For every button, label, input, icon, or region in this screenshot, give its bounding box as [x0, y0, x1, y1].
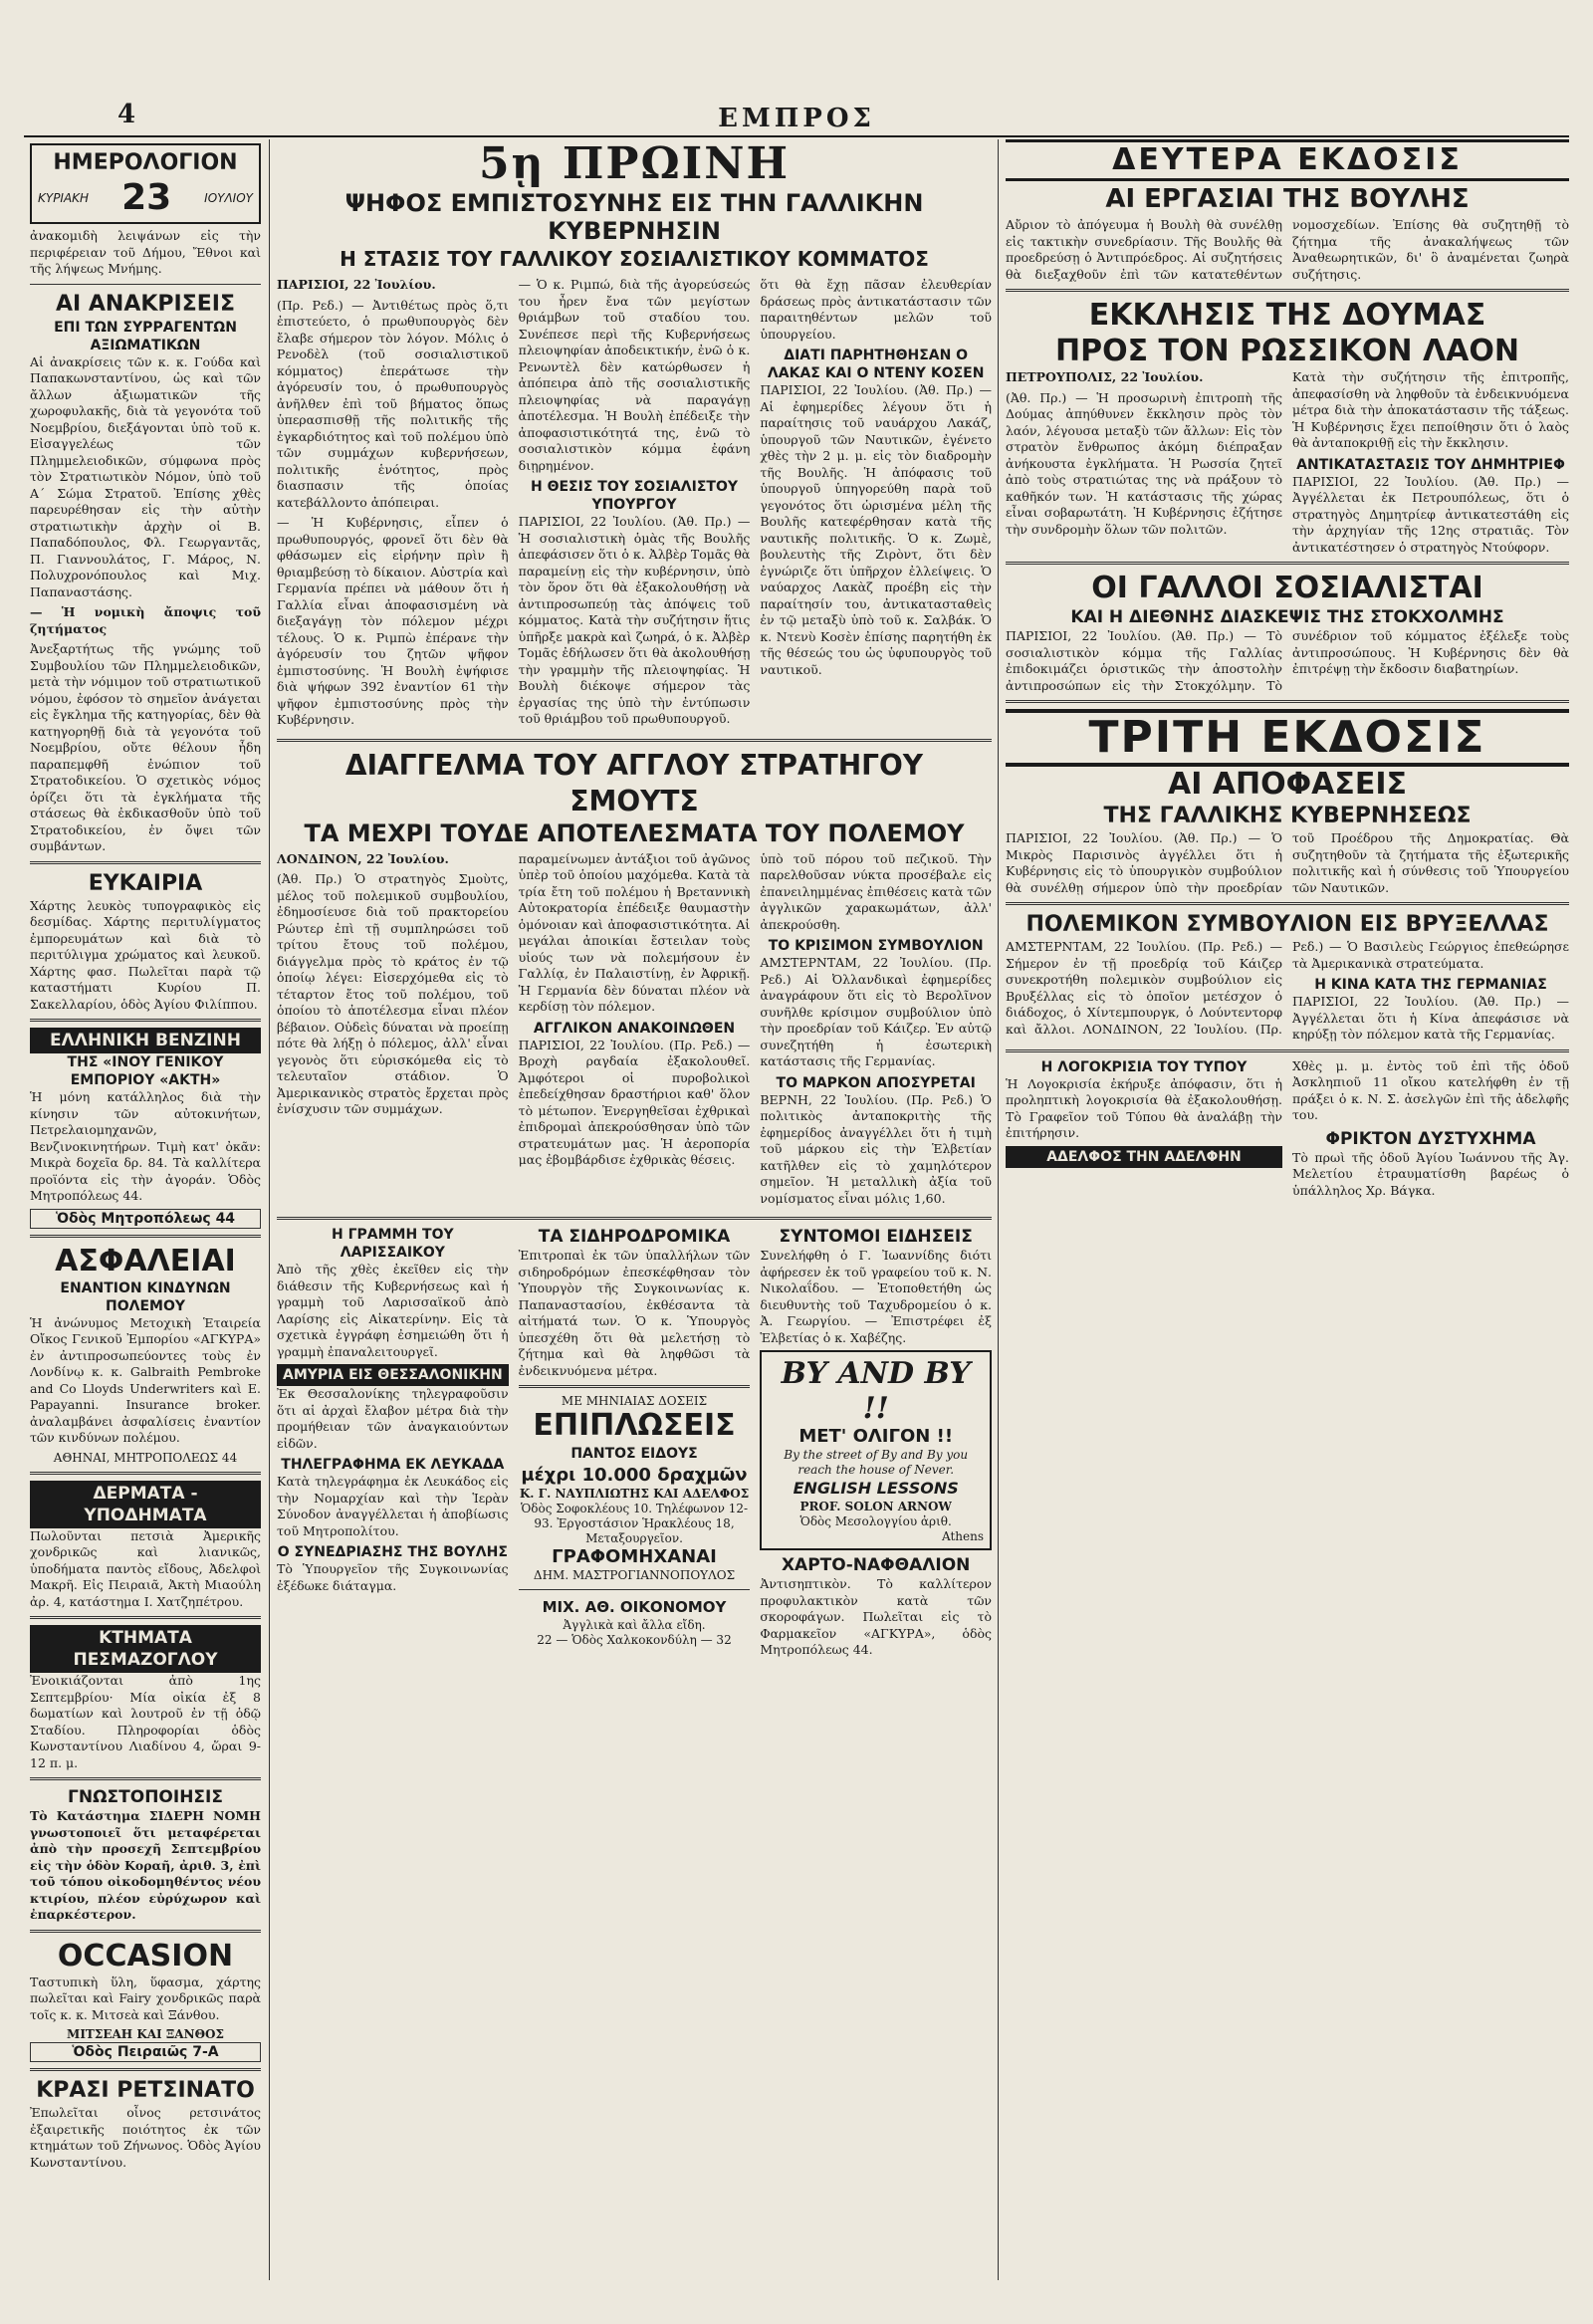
occasion-title: OCCASION — [57, 1938, 234, 1974]
benzini-address: Ὁδὸς Μητροπόλεως 44 — [30, 1209, 261, 1229]
gnostopoiisis-text: Τὸ Κατάστημα ΣΙΔΕΡΗ ΝΟΜΗ γνωστοποιεῖ ὅτι μεταφέρεται ἀπὸ τὴν προσεχῆ Σεπτεμβρίου εἰς τὴν ὁδὸν Κοραῆ, ἀριθ. 3, ἐπὶ τοῦ τόπου οἰκοδομηθέντος νέου κτιρίου, πλέον εὐρύχωρον καὶ ἐπαρκέστερον. — [30, 1808, 261, 1922]
krasi-title: ΚΡΑΣΙ ΡΕΤΣΙΝΑΤΟ — [36, 2078, 255, 2103]
bouli-text: Αὔριον τὸ ἀπόγευμα ἡ Βουλὴ θὰ συνέλθῃ εἰς τακτικὴν συνεδρίασιν. Τῆς Βουλῆς θὰ προεδρεύσῃ ὁ Ἀντιπρόεδρος. Αἱ συζητήσεις θὰ διεξαχθοῦν ἐπὶ τῶν κατατεθέντων νομοσχεδίων. Ἐπίσης θὰ συζητηθῇ τὸ ζήτημα τῆς ἀνακαλήψεως τῶν Ἀναθεωρητικῶν, δι' ὃ ἀναμένεται ζωηρὰ συζήτησις. — [1006, 217, 1569, 282]
xartopoleio-title: ΧΑΡΤΟ-ΝΑΦΘΑΛΙΟΝ — [781, 1555, 971, 1575]
center-kicker: 5ῃ ΠΡΩΙΝΗ — [478, 139, 791, 189]
markos-title: ΤΟ ΜΑΡΚΟΝ ΑΠΟΣΥΡΕΤΑΙ — [776, 1074, 976, 1091]
dermata-text: Πωλοῦνται πετσιὰ Ἀμερικῆς χονδρικῶς καὶ λιανικῶς, ὑποδήματα παντὸς εἴδους, Ἀδελφοὶ Μακρῆ. Εἰς Πειραιᾶ, Ἀκτὴ Μιαούλη ἀρ. 4, κατάστημα Ι. Χατζηπέτρου. — [30, 1527, 261, 1609]
anakriseis-subtitle: ΕΠΙ ΤΩΝ ΣΥΡΡΑΓΕΝΤΩΝ ΑΞΙΩΜΑΤΙΚΩΝ — [54, 319, 237, 353]
smuts-subheadline: ΤΑ ΜΕΧΡΙ ΤΟΥΔΕ ΑΠΟΤΕΛΕΣΜΑΤΑ ΤΟΥ ΠΟΛΕΜΟΥ — [304, 818, 965, 847]
calendar-date — [38, 177, 253, 218]
markos-text: ΒΕΡΝΗ, 22 Ἰουλίου. (Πρ. Ρεδ.) Ὁ πολιτικὸς ἀνταποκριτὴς τῆς ἐφημερίδος ἀναγγέλλει ὅτι ἡ τιμὴ τοῦ μάρκου εἰς τὴν Ἑλβετίαν κατῆλθεν εἰς τὸ χαμηλότερον σημεῖον. Ἡ μεταλλικὴ ἀξία τοῦ νομίσματος εἶναι μόλις 1,60. — [760, 1091, 992, 1206]
frikton-text: Τὸ πρωὶ τῆς ὁδοῦ Ἀγίου Ἰωάννου τῆς Ἀγ. Μελετίου ἐτραυματίσθη βαρέως ὁ ὑπάλληλος Χρ. Βάγκα. — [1292, 1149, 1569, 1198]
epiploseis-firm: Κ. Γ. ΝΑΥΠΛΙΩΤΗΣ ΚΑΙ ΑΔΕΛΦΟΣ — [519, 1487, 750, 1501]
nomiki-text: Ἀνεξαρτήτως τῆς γνώμης τοῦ Συμβουλίου τῶν Πλημμελειοδικῶν, μετὰ τὴν νόμιμον τοῦ στρατιωτικοῦ νόμου, ἐφόσον τὸ σημεῖον ἀνάγεται εἰς ἔγκλημα τῆς κατηγορίας, δὲν θὰ κατηγορηθῇ διὰ τὰ γεγονότα τοῦ Νοεμβρίου, οὔτε θέλουν ἦδη παραπεμφθῆ ἐνώπιον τοῦ Στρατοδικείου. Ὁ σχετικὸς νόμος ὁρίζει ὅτι τὰ ἐγκλήματα τῆς στάσεως θὰ ἐκδικασθοῦν ὑπὸ τοῦ Στρατοδικείου, ἐν ὄψει τῶν συμβάντων. — [30, 641, 261, 853]
right-column — [1006, 139, 1569, 2310]
larisa-title: Η ΓΡΑΜΜΗ ΤΟΥ ΛΑΡΙΣΣΑΙΚΟΥ — [332, 1227, 454, 1261]
kina-text: ΠΑΡΙΣΙΟΙ, 22 Ἰουλίου. (Ἀθ. Πρ.) — Ἀγγέλλεται ὅτι ἡ Κίνα ἀπεφάσισε νὰ κηρύξῃ τὸν πόλεμον κατὰ τῆς Γερμανίας. — [1292, 994, 1569, 1042]
byandby-address: Ὁδὸς Μεσολογγίου ἀριθ. — [799, 1514, 952, 1528]
logokrisia-text: Ἡ Λογοκρισία ἐκήρυξε ἀπόφασιν, ὅτι ἡ προληπτικὴ λογοκρισία θὰ ἐξακολουθήσῃ. Τὸ Γραφεῖον τοῦ Τύπου θὰ ἀναλάβῃ τὴν ἐπιτήρησιν. — [1006, 1075, 1282, 1140]
epiploseis-sub: ΠΑΝΤΟΣ ΕΙΔΟΥΣ — [570, 1446, 698, 1462]
smuts-col2-text: παραμείνωμεν ἀντάξιοι τοῦ ἀγῶνος ὑπὲρ τοῦ ὁποίου μαχόμεθα. Κατὰ τὰ τρία ἔτη τοῦ πολέμου ἡ Βρεταννικὴ Αὐτοκρατορία ἐπέδειξε θαυμαστὴν ὁμόνοιαν καὶ ἀποφασιστικότητα. Αἱ μεγάλαι ἀποικίαι ἔστειλαν τοὺς υἱούς των νὰ πολεμήσουν ἐν Γαλλίᾳ, ἐν Παλαιστίνῃ, ἐν Ἀφρικῇ. Ἡ Γερμανία δὲν δύναται πλέον νὰ κερδίσῃ τὸν πόλεμον. — [518, 850, 751, 1014]
smuts-col1-text: (Ἀθ. Πρ.) Ὁ στρατηγὸς Σμοὺτς, μέλος τοῦ πολεμικοῦ συμβουλίου, ἐδημοσίευσε διὰ τοῦ πρακτορείου Ρώυτερ ἐπὶ τῇ συμπληρώσει τοῦ τρίτου ἔτους τοῦ πολέμου, διάγγελμα πρὸς τὸ κράτος ἐν τῷ ὁποίῳ λέγει: Εἰσερχόμεθα εἰς τὸ τέταρτον ἔτος τοῦ πολέμου, τοῦ ὁποίου τὸ ἀποτέλεσμα εἶναι πλέον βέβαιον. Οὐδεὶς δύναται νὰ προείπῃ πότε θὰ λήξῃ ὁ πόλεμος, ἀλλ' εἶναι γεγονὸς ὅτι εὑρισκόμεθα εἰς τὸ τελευταῖον στάδιον. Ὁ Ἀμερικανικὸς στρατὸς ἔρχεται πρὸς ἐνίσχυσιν τῶν συμμάχων. — [277, 871, 509, 1116]
ktimata-title: ΚΤΗΜΑΤΑ ΠΕΣΜΑΖΟΓΛΟΥ — [30, 1625, 261, 1673]
main-subheadline: Η ΣΤΑΣΙΣ ΤΟΥ ΓΑΛΛΙΚΟΥ ΣΟΣΙΑΛΙΣΤΙΚΟΥ ΚΟΜΜΑΤΟΣ — [340, 247, 929, 271]
smuts-col3-text: ὑπὸ τοῦ πόρου τοῦ πεζικοῦ. Τὴν παρελθοῦσαν νύκτα προσέβαλε εἰς ἐπανειλημμένας ἐπιθέσεις κατὰ τῶν ἀγγλικῶν χαρακωμάτων, ἀλλ' ἀπεκρούσθη. — [760, 850, 992, 932]
syntomoi-text: Συνελήφθη ὁ Γ. Ἰωαννίδης διότι ἀφήρεσεν ἐκ τοῦ γραφείου τοῦ κ. Ν. Νικολαΐδου. — Ἐτοποθετήθη ὡς διευθυντὴς τοῦ Ταχυδρομείου ὁ κ. Ἀ. Γεωργίου. — Ἐπιστρέφει ἐξ Ἑλβετίας ὁ κ. Χαβέζης. — [760, 1248, 992, 1345]
nomiki-title: — Ἡ νομικὴ ἄποψις τοῦ ζητήματος — [30, 604, 261, 636]
douma-story — [1006, 369, 1569, 556]
gallosos-subtitle: ΚΑΙ Η ΔΙΕΘΝΗΣ ΔΙΑΣΚΕΨΙΣ ΤΗΣ ΣΤΟΚΧΟΛΜΗΣ — [1070, 607, 1504, 627]
main-col1-text: (Πρ. Ρεδ.) — Ἀντιθέτως πρὸς ὅ,τι ἐπιστεύετο, ὁ πρωθυπουργὸς δὲν ἔλαβε σήμερον τὸν λόγον. Μόλις ὁ Ρενοδὲλ (τοῦ σοσιαλιστικοῦ κόμματος) ἐπεράτωσε τὴν ἀγόρευσίν του, ὁ πρωθυπουργὸς ἀνῆλθεν ἐπὶ τοῦ βήματος ὅπως ὑπερασπισθῇ τῆς πολιτικῆς τῆς ἐγκαρδιότητος καὶ τοῦ πολέμου ὑπὸ τῶν συμμάχων κυβερνήσεων, πολιτικῆς ἑνότητος, πρὸς διασπασιν τῆς ὁποίας κατεβάλλοντο ἀπόπειραι. — [277, 297, 509, 510]
krasi-text: Ἐπωλεῖται οἶνος ρετσινάτος ἐξαιρετικῆς ποιότητος ἐκ τῶν κτημάτων τοῦ Ζήνωνος. Ὁδὸς Ἀγίου Κωνσταντίνου. — [30, 2105, 261, 2170]
calendar-day: 23 — [121, 177, 172, 218]
main-story — [277, 277, 992, 733]
byandby-teacher: PROF. SOLON ARNOW — [799, 1500, 952, 1513]
oikonomou-text: Ἀγγλικὰ καὶ ἄλλα εἴδη. — [563, 1618, 706, 1632]
main-col2-heading: Η ΘΕΣΙΣ ΤΟΥ ΣΟΣΙΑΛΙΣΤΟΥ ΥΠΟΥΡΓΟΥ — [531, 479, 738, 513]
page-number: 4 — [117, 100, 136, 129]
column-rule — [998, 139, 999, 2280]
main-col1-text2: — Ἡ Κυβέρνησις, εἶπεν ὁ πρωθυπουργός, φρονεῖ ὅτι δὲν θὰ φθάσωμεν εἰς εἰρήνην πρὶν ἢ θριαμβεύσῃ τὸ δίκαιον. Αὐστρία καὶ Γερμανία πρέπει νὰ μάθουν ὅτι ἡ Γαλλία εἶναι ἀποφασισμένη νὰ διεξαγάγῃ τὸν πόλεμον μέχρι τέλους. Ὁ κ. Ριμπὼ ἐπέρανε τὴν ἀγόρευσίν του ζητῶν ψῆφον ἐμπιστοσύνης. Ἡ Βουλὴ ἐψήφισε διὰ ψήφων 392 ἐναντίον 61 τὴν ψῆφον ἐμπιστοσύνης πρὸς τὴν Κυβέρνησιν. — [277, 515, 509, 727]
main-col2-text2: ΠΑΡΙΣΙΟΙ, 22 Ἰουλίου. (Ἀθ. Πρ.) — Ἡ σοσιαλιστικὴ ὁμὰς τῆς Βουλῆς ἀπεφάσισεν ὅτι ὁ κ. Ἀλβὲρ Τομᾶς θὰ παραμείνῃ εἰς τὴν κυβέρνησιν, ὑπὸ τὸν ὅρον ὅτι θὰ ἐξακολουθήσῃ νὰ ἀντιπροσωπεύῃ τὰς ἀπόψεις τοῦ κόμματος. Κατὰ τὴν συζήτησιν ἥτις ὑπῆρξε μακρὰ καὶ ζωηρά, ὁ κ. Ἀλβὲρ Τομᾶς ἐδήλωσεν ὅτι θὰ ἀκολουθήσῃ τὴν γραμμὴν τῆς πλειοψηφίας. Ἡ Βουλὴ διέκοψε σήμερον τὰς ἐργασίας της ὑπὸ τὴν ἐντύπωσιν τοῦ θριάμβου τοῦ πρωθυπουργοῦ. — [518, 514, 751, 726]
apofaseis-title: ΑΙ ΑΠΟΦΑΣΕΙΣ — [1167, 767, 1407, 802]
epiploseis-pre: ΜΕ ΜΗΝΙΑΙΑΣ ΔΟΣΕΙΣ — [561, 1394, 708, 1408]
triti-title: ΤΡΙΤΗ ΕΚΔΟΣΙΣ — [1006, 709, 1569, 767]
main-story-col3 — [760, 277, 992, 733]
symvoulio-title: ΠΟΛΕΜΙΚΟΝ ΣΥΜΒΟΥΛΙΟΝ ΕΙΣ ΒΡΥΞΕΛΛΑΣ — [1025, 912, 1549, 937]
asfaleiai-address: ΑΘΗΝΑΙ, ΜΗΤΡΟΠΟΛΕΩΣ 44 — [53, 1450, 238, 1465]
center-bottom — [277, 1226, 992, 1663]
stiliani-title: Ο ΣΥΝΕΔΡΙΑΣΗΣ ΤΗΣ ΒΟΥΛΗΣ — [277, 1544, 508, 1560]
center-bottom-col3 — [760, 1226, 992, 1663]
epiploseis-address: Ὁδὸς Σοφοκλέους 10. Τηλέφωνον 12-93. Ἐργοστάσιον Ἡρακλέους 18, Μεταξουργεῖον. — [520, 1502, 749, 1545]
epiploseis-title: ΕΠΙΠΛΩΣΕΙΣ — [533, 1408, 736, 1443]
smuts-story — [277, 851, 992, 1212]
smuts-col2 — [519, 851, 751, 1212]
lefkada-text: Κατὰ τηλεγράφημα ἐκ Λευκάδος εἰς τὴν Νομαρχίαν καὶ τὴν Ἱερὰν Σύνοδον ἀναγγέλλεται ἡ ἀποβίωσις τοῦ Μητροπολίτου. — [277, 1474, 509, 1538]
smuts-headline: ΔΙΑΓΓΕΛΜΑ ΤΟΥ ΑΓΓΛΟΥ ΣΤΡΑΤΗΓΟΥ ΣΜΟΥΤΣ — [344, 748, 924, 817]
epiploseis-amount: μέχρι 10.000 δραχμῶν — [521, 1465, 748, 1486]
byandby-ad — [760, 1350, 992, 1550]
gallosos-title: ΟΙ ΓΑΛΛΟΙ ΣΟΣΙΑΛΙΣΤΑΙ — [1091, 571, 1483, 605]
benzini-text: Ἡ μόνη κατάλληλος διὰ τὴν κίνησιν τῶν αὐτοκινήτων, Πετρελαιομηχανῶν, Βενζινοκινητήρων. Τιμὴ κατ' ὀκᾶν: Μικρὰ δοχεῖα δρ. 84. Τὰ καλλίτερα προϊόντα εἰς τὴν ἀγοράν. Ὁδὸς Μητροπόλεως 44. — [30, 1089, 261, 1203]
calendar-title: ΗΜΕΡΟΛΟΓΙΟΝ — [53, 150, 238, 175]
main-headline: ΨΗΦΟΣ ΕΜΠΙΣΤΟΣΥΝΗΣ ΕΙΣ ΤΗΝ ΓΑΛΛΙΚΗΝ ΚΥΒΕΡΝΗΣΙΝ — [344, 189, 924, 245]
xartopoleio-text: Ἀντισηπτικὸν. Τὸ καλλίτερον προφυλακτικὸν κατὰ τῶν σκοροφάγων. Πωλεῖται εἰς τὸ Φαρμακεῖον «ΑΓΚΥΡΑ», ὁδὸς Μητροπόλεως 44. — [760, 1576, 992, 1657]
benzini-title: ΕΛΛΗΝΙΚΗ ΒΕΝΖΙΝΗ — [30, 1028, 261, 1053]
sidiro-title: ΤΑ ΣΙΔΗΡΟΔΡΟΜΙΚΑ — [538, 1227, 731, 1247]
right-bottom — [1006, 1058, 1569, 1200]
asfaleiai-text: Ἡ ἀνώνυμος Μετοχικὴ Ἑταιρεία Οἴκος Γενικοῦ Ἐμπορίου «ΑΓΚΥΡΑ» ἐν ἀντιπροσωπεύοντες τοὺς ἐν Λονδίνῳ κ. κ. Galbraith Pembroke and Co Lloyds Underwriters καὶ E. Papayanni. Insurance broker. ἀναλαμβάνει ἀσφαλίσεις ἐναντίον τῶν κινδύνων πολέμου. — [30, 1314, 261, 1445]
byandby-title: BY AND BY !! — [781, 1356, 971, 1426]
left-column — [30, 139, 261, 2310]
apofaseis-text: ΠΑΡΙΣΙΟΙ, 22 Ἰουλίου. (Ἀθ. Πρ.) — Ὁ Μικρὸς Παρισινὸς ἀγγέλλει ὅτι ἡ Κυβέρνησις εἰς τὸ ὑπουργικὸν συμβούλιον θὰ συνέλθῃ σήμερον ὑπὸ τὴν προεδρίαν τοῦ Προέδρου τῆς Δημοκρατίας. Θὰ συζητηθοῦν τὰ ζητήματα τῆς ἐξωτερικῆς πολιτικῆς καὶ ἡ σύνθεσις τοῦ Ὑπουργείου τῶν Ναυτικῶν. — [1006, 830, 1569, 895]
logokrisia-title: Η ΛΟΓΟΚΡΙΣΙΑ ΤΟΥ ΤΥΠΟΥ — [1040, 1058, 1248, 1075]
ktimata-text: Ἐνοικιάζονται ἀπὸ 1ης Σεπτεμβρίου· Μία οἰκία ἐξ 8 δωματίων καὶ λουτροῦ ἐν τῇ ὁδῷ Σταδίου. Πληροφορίαι ὁδὸς Κωνσταντίνου Λιαδίνου 4, ὥραι 9-12 π. μ. — [30, 1673, 261, 1770]
calendar-intro: ἀνακομιδὴ λειψάνων εἰς τὴν περιφέρειαν τοῦ Δήμου, Ἔθνοι καὶ τῆς λήψεως Μνήμης. — [30, 228, 261, 276]
frikton-title: ΦΡΙΚΤΟΝ ΔΥΣΤΥΧΗΜΑ — [1325, 1128, 1536, 1149]
sidiro-text: Ἐπιτροπαὶ ἐκ τῶν ὑπαλλήλων τῶν σιδηροδρόμων ἐπεσκέφθησαν τὸν Ὑπουργὸν τῆς Συγκοινωνίας κ. Παπαναστασίου, ἐκθέσαντα τὰ αἰτήματά των. Ὁ κ. Ὑπουργὸς ὑπεσχέθη ὅτι θὰ μελετήσῃ τὸ ζήτημα καὶ θὰ ληφθῶσι τὰ ἐνδεικνυόμενα μέτρα. — [518, 1248, 751, 1378]
main-story-col2 — [519, 277, 751, 733]
main-story-col1 — [277, 277, 509, 733]
douma-text: (Ἀθ. Πρ.) — Ἡ προσωρινὴ ἐπιτροπὴ τῆς Δούμας ἀπηύθυνεν ἔκκλησιν πρὸς τὸν λαόν, λέγουσα μεταξὺ τῶν ἄλλων: Εἰς τὸν στρατὸν ἔνθρωπος ἀκόμη διέπραξαν ἀνήκουστα ἐγκλήματα. Ἡ Ρωσσία ζητεῖ ἀπὸ τοὺς στρατιώτας της νὰ πράξουν τὸ καθῆκόν των. Ἡ κατάστασις τῆς χώρας εἶναι σοβαρωτάτη. Ἡ Κυβέρνησις ἐζήτησε τὴν συνδρομὴν ὅλων τῶν πολιτῶν. — [1006, 389, 1282, 537]
eykairia-title: ΕΥΚΑΙΡΙΑ — [88, 870, 203, 896]
bouli-title: ΑΙ ΕΡΓΑΣΙΑΙ ΤΗΣ ΒΟΥΛΗΣ — [1105, 184, 1470, 214]
gnostopoiisis-title: ΓΝΩΣΤΟΠΟΙΗΣΙΣ — [68, 1787, 223, 1807]
benzini-subtitle: ΤΗΣ «ΙΝΟΥ ΓΕΝΙΚΟΥ ΕΜΠΟΡΙΟΥ «ΑΚΤΗ» — [67, 1054, 224, 1088]
asfaleiai-title: ΑΣΦΑΛΕΙΑΙ — [55, 1243, 236, 1278]
main-dateline: ΠΑΡΙΣΙΟΙ, 22 Ἰουλίου. — [277, 277, 436, 292]
occasion-name: ΜΙΤΣΕΑΗ ΚΑΙ ΞΑΝΘΟΣ — [67, 2027, 224, 2041]
center-bottom-col1 — [277, 1226, 509, 1663]
amyra-title: ΑΜΥΡΙΑ ΕΙΣ ΘΕΣΣΑΛΟΝΙΚΗΝ — [277, 1364, 509, 1386]
gallosos-text: ΠΑΡΙΣΙΟΙ, 22 Ἰουλίου. (Ἀθ. Πρ.) — Τὸ σοσιαλιστικὸν κόμμα τῆς Γαλλίας ἐπιδοκιμάζει ὁριστικῶς τὴν ἀποστολὴν ἀντιπροσώπων εἰς τὴν Στοκχόλμην. Τὸ συνέδριον τοῦ κόμματος ἐξέλεξε τοὺς ἀντιπροσώπους. Ἡ Κυβέρνησις δὲν θὰ ἐπιτρέψῃ τὴν ἔκδοσιν διαβατηρίων. — [1006, 628, 1569, 693]
symvoulio-text: ΑΜΣΤΕΡΝΤΑΜ, 22 Ἰουλίου. (Πρ. Ρεδ.) — Σήμερον ἐν τῇ προεδρίᾳ τοῦ Κάιζερ συνεκροτήθη πολεμικὸν συμβούλιον εἰς Βρυξέλλας εἰς τὸ ὁποῖον μετέσχον ὁ διάδοχος, ὁ Χίντεμπουργκ, ὁ Λούντεντορφ καὶ ἄλλοι. ΛΟΝΔΙΝΟΝ, 22 Ἰουλίου. (Πρ. Ρεδ.) — Ὁ Βασιλεὺς Γεώργιος ἐπεθεώρησε τὰ Ἀμερικανικὰ στρατεύματα. — [1006, 939, 1569, 1037]
main-col3-heading: ΔΙΑΤΙ ΠΑΡΗΤΗΘΗΣΑΝ Ο ΛΑΚΑΣ ΚΑΙ Ο ΝΤΕΝΥ ΚΟΣΕΝ — [767, 348, 985, 381]
krisimon-text: ΑΜΣΤΕΡΝΤΑΜ, 22 Ἰουλίου. (Πρ. Ρεδ.) Αἱ Ὀλλανδικαὶ ἐφημερίδες ἀναγράφουν ὅτι εἰς τὸ Βερολῖνον συνῆλθε κρίσιμον συμβούλιον ὑπὸ τὴν προεδρίαν τοῦ Κάιζερ. Ἐν αὐτῷ συνεζητήθη ἡ ἐσωτερικὴ κατάστασις τῆς Γερμανίας. — [760, 955, 992, 1068]
adelfos-title: ΑΔΕΛΦΟΣ ΤΗΝ ΑΔΕΛΦΗΝ — [1006, 1146, 1282, 1168]
main-col3-text: ὅτι θὰ ἔχῃ πᾶσαν ἐλευθερίαν δράσεως πρὸς ἀντικατάστασιν τῶν παραιτηθέντων μελῶν τοῦ ὑπουργείου. — [760, 277, 992, 342]
right-kicker: ΔΕΥΤΕΡΑ ΕΚΔΟΣΙΣ — [1006, 139, 1569, 181]
anakriseis-title: ΑΙ ΑΝΑΚΡΙΣΕΙΣ — [56, 291, 235, 317]
antikatastasis-title: ΑΝΤΙΚΑΤΑΣΤΑΣΙΣ ΤΟΥ ΔΗΜΗΤΡΙΕΦ — [1296, 456, 1565, 473]
apofaseis-subtitle: ΤΗΣ ΓΑΛΛΙΚΗΣ ΚΥΒΕΡΝΗΣΕΩΣ — [1103, 804, 1472, 828]
asfaleiai-subtitle: ΕΝΑΝΤΙΟΝ ΚΙΝΔΥΝΩΝ ΠΟΛΕΜΟΥ — [60, 1279, 231, 1314]
smuts-dateline: ΛΟΝΔΙΝΟΝ, 22 Ἰουλίου. — [277, 850, 449, 866]
agglos-text: ΠΑΡΙΣΙΟΙ, 22 Ἰουλίου. (Πρ. Ρεδ.) — Βροχὴ ραγδαία ἐξακολουθεῖ. Ἀμφότεροι οἱ πυροβολικοὶ ἐπεδείχθησαν δραστήριοι καθ' ὅλον τὸ μέτωπον. Ἐνεργηθεῖσαι ἐχθρικαὶ ἐπιδρομαὶ ἀπεκρούσθησαν ὑπὸ τῶν στρατευμάτων μας. Ἡ ἀεροπορία μας ἐβομβάρδισε ἐχθρικὰς θέσεις. — [518, 1037, 751, 1167]
antikatastasis-text: ΠΑΡΙΣΙΟΙ, 22 Ἰουλίου. (Ἀθ. Πρ.) — Ἀγγέλλεται ἐκ Πετρουπόλεως, ὅτι ὁ στρατηγὸς Δημητρίεφ ἀντικατεστάθη εἰς τὴν ἀρχηγίαν τῆς 12ης στρατιᾶς. Τὸν ἀντικατέστησεν ὁ στρατηγὸς Ντούφορν. — [1292, 473, 1569, 555]
grafomixanai: ΓΡΑΦΟΜΗΧΑΝΑΙ — [552, 1546, 717, 1567]
adelfos-text: Χθὲς μ. μ. ἐντὸς τοῦ ἐπὶ τῆς ὁδοῦ Ἀσκληπιοῦ 11 οἴκου κατελήφθη ἐν τῇ πράξει ὁ κ. Ν. Σ. ἀσελγῶν ἐπὶ τῆς ἀδελφῆς του. — [1292, 1057, 1569, 1122]
oikonomou-street: 22 — Ὁδὸς Χαλκοκονδύλη — 32 — [537, 1633, 732, 1647]
oikonomou: ΜΙΧ. ΑΘ. ΟΙΚΟΝΟΜΟΥ — [542, 1598, 727, 1616]
calendar-box — [30, 143, 261, 224]
byandby-lessons: ENGLISH LESSONS — [793, 1479, 959, 1498]
stiliani-text: Τὸ Ὑπουργεῖον τῆς Συγκοινωνίας ἐξέδωκε διάταγμα. — [277, 1561, 509, 1593]
douma-subtitle: ΠΡΟΣ ΤΟΝ ΡΩΣΣΙΚΟΝ ΛΑΟΝ — [1054, 334, 1520, 368]
douma-text2: Κατὰ τὴν συζήτησιν τῆς ἐπιτροπῆς, ἀπεφασίσθη νὰ ληφθοῦν τὰ ἐνδεικνυόμενα μέτρα διὰ τὴν ἀποκατάστασιν τῆς τάξεως. Ἡ Κυβέρνησις ἔχει πεποίθησιν ὅτι ὁ λαὸς θὰ ἀνταποκριθῇ εἰς τὴν ἔκκλησιν. — [1292, 369, 1569, 450]
smuts-col1 — [277, 851, 509, 1212]
byandby-sub: ΜΕΤ' ΟΛΙΓΟΝ !! — [798, 1426, 954, 1447]
douma-title: ΕΚΚΛΗΣΙΣ ΤΗΣ ΔΟΥΜΑΣ — [1088, 298, 1486, 333]
lefkada-title: ΤΗΛΕΓΡΑΦΗΜΑ ΕΚ ΛΕΥΚΑΔΑ — [281, 1457, 505, 1473]
larisa-text: Ἀπὸ τῆς χθὲς ἐκεῖθεν εἰς τὴν διάθεσιν τῆς Κυβερνήσεως καὶ ἡ γραμμὴ τοῦ Λαρισσαϊκοῦ ἀπὸ Λαρίσης εἰς Αἰκατερίνην. Εἰς τὰ σχετικὰ ἐγγράφη ἐσημειώθη ὅτι ἡ γραμμὴ ἐπαναλειτουργεῖ. — [277, 1262, 509, 1359]
amyra-text: Ἐκ Θεσσαλονίκης τηλεγραφοῦσιν ὅτι αἱ ἀρχαὶ ἔλαβον μέτρα διὰ τὴν προμήθειαν τῶν ἀναγκαιούντων εἰδῶν. — [277, 1386, 509, 1451]
column-rule — [269, 139, 270, 2280]
krisimon-title: ΤΟ ΚΡΙΣΙΜΟΝ ΣΥΜΒΟΥΛΙΟΝ — [768, 938, 984, 954]
agglos-title: ΑΓΓΛΙΚΟΝ ΑΝΑΚΟΙΝΩΘΕΝ — [533, 1020, 736, 1037]
eykairia-text: Χάρτης λευκὸς τυπογραφικὸς εἰς δεσμίδας. Χάρτης περιτυλίγματος ἐμπορευμάτων καὶ διὰ τὸ περιτύλιγμα χρώματος καὶ λευκοῦ. Χάρτης φασ. Πωλεῖται παρὰ τῷ καταστήματι Κυρίου Π. Σακελλαρίου, ὁδὸς Ἀγίου Φιλίππου. — [30, 897, 261, 1012]
dermata-title: ΔΕΡΜΑΤΑ - ΥΠΟΔΗΜΑΤΑ — [30, 1481, 261, 1528]
byandby-city: Athens — [942, 1529, 985, 1543]
byandby-text: By the street of By and By you reach the house of Never. — [784, 1448, 969, 1477]
occasion-address: Ὁδὸς Πειραιῶς 7-Α — [30, 2042, 261, 2062]
kina-title: Η ΚΙΝΑ ΚΑΤΑ ΤΗΣ ΓΕΡΜΑΝΙΑΣ — [1314, 977, 1547, 993]
paper-name: ΕΜΠΡΟΣ — [718, 104, 875, 133]
syntomoi-title: ΣΥΝΤΟΜΟΙ ΕΙΔΗΣΕΙΣ — [779, 1227, 973, 1247]
smuts-col3 — [760, 851, 992, 1212]
center-bottom-col2 — [519, 1226, 751, 1663]
calendar-month: ΙΟΥΛΙΟΥ — [204, 190, 253, 205]
center-column — [277, 139, 992, 2310]
calendar-weekday: ΚΥΡΙΑΚΗ — [38, 190, 90, 205]
anakriseis-text: Αἱ ἀνακρίσεις τῶν κ. κ. Γούδα καὶ Παπακωνσταντίνου, ὡς καὶ τῶν ἄλλων ἀξιωματικῶν τῆς χωροφυλακῆς, διὰ τὰ γεγονότα τοῦ Νοεμβρίου, διεξάγονται ὑπὸ τοῦ κ. Εἰσαγγελέως τῶν Πλημμελειοδικῶν, σύμφωνα πρὸς τὸν Στρατιωτικὸν Νόμον, ὑπὸ τοῦ Α΄ Σώμα Στρατοῦ. Ἐπίσης χθὲς παρευρέθησαν εἰς τὴν αὐτὴν στρατιωτικὴν ἀρχὴν οἱ Β. Παπαδόπουλος, Φλ. Γεωργαντᾶς, Π. Γιαννουλάτος, Γ. Μάρος, Ν. Πολυχρονόπουλος καὶ Μιχ. Παπαναστάσης. — [30, 353, 261, 599]
main-col2-text: — Ὁ κ. Ριμπώ, διὰ τῆς ἀγορεύσεώς του ἦρεν ἔνα τῶν μεγίστων θριάμβων τοῦ σταδίου του. Συνέπεσε περὶ τῆς Κυβερνήσεως πλειοψηφίαν ἀποδεικτικήν, ἐνῶ ὁ κ. Ρενωντὲλ δὲν κατώρθωσεν ἡ ἀπόπειρα ἀπὸ τῆς σοσιαλιστικῆς πλειοψηφίας νὰ παραγάγῃ ἀποτέλεσμα. Ἡ Βουλὴ ἐπέδειξε τὴν ἀποφασιστικότητά της, ἐνῶ τὸ σοσιαλιστικὸν κόμμα ἐφάνη διῃρημένον. — [518, 277, 751, 473]
grafomixanai-firm: ΔΗΜ. ΜΑΣΤΡΟΓΙΑΝΝΟΠΟΥΛΟΣ — [533, 1568, 736, 1582]
symvoulio-story — [1006, 939, 1569, 1044]
main-col3-text2: ΠΑΡΙΣΙΟΙ, 22 Ἰουλίου. (Ἀθ. Πρ.) — Αἱ ἐφημερίδες λέγουν ὅτι ἡ παραίτησις τοῦ ναυάρχου Λακάζ, ὑπουργοῦ τῶν Ναυτικῶν, ἐγένετο χθὲς τὴν 2 μ. μ. εἰς τὸν διαδρομὴν τῆς Βουλῆς. Ἡ ἀπόφασις τοῦ ὑπουργοῦ ὑπηγορεύθη παρὰ τοῦ γεγονότος ὅτι ὡρισμένα μέλη τῆς Βουλῆς κατεφέρθησαν κατὰ τῆς ναυτικῆς πολιτικῆς. Ὁ κ. Ζωμὲ, βουλευτὴς τῆς Ζιρὸντ, ὅτι δὲν ἐγνώριζε ὅτι ὑπῆρχον ἐλλείψεις. Ὁ ναύαρχος Λακὰζ προέβη εἰς τὴν παραίτησίν του, ἀντικατασταθεὶς ἐν τῷ μεταξὺ ὑπὸ τοῦ κ. Σαλβάκ. Ὁ κ. Ντενὺ Κοσὲν ἐπίσης παρητήθη ἐκ τῆς θέσεώς του ὡς ὑφυπουργὸς τοῦ ναυτικοῦ. — [760, 382, 992, 677]
douma-dateline: ΠΕΤΡΟΥΠΟΛΙΣ, 22 Ἰουλίου. — [1006, 369, 1204, 384]
occasion-text: Ταστυπικὴ ὕλη, ὕφασμα, χάρτης πωλεῖται καὶ Fairy χονδρικῶς παρὰ τοῖς κ. κ. Μιτσεὰ καὶ Ξάνθου. — [30, 1974, 261, 2022]
